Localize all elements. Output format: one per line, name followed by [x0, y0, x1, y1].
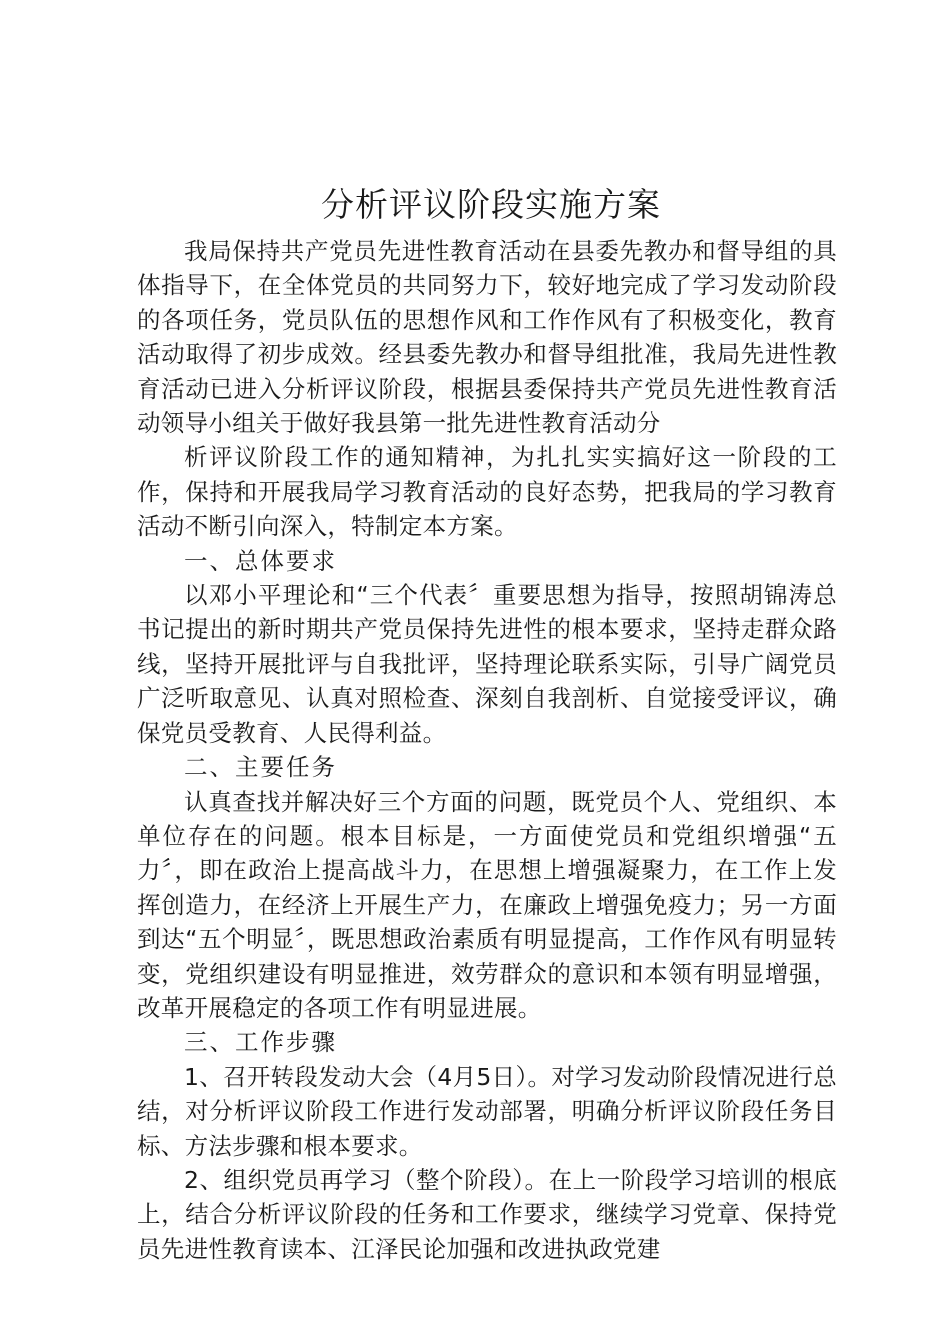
work-step-2: 2、组织党员再学习（整个阶段）。在上一阶段学习培训的根底上，结合分析评议阶段的任务和工作要求，继续学习党章、保持党员先进性教育读本、江泽民论加强和改进执政党建 — [137, 1165, 837, 1263]
document-page — [137, 180, 837, 1266]
section-heading-general-requirements: 一、总体要求 — [184, 546, 337, 575]
intro-paragraph-1: 我局保持共产党员先进性教育活动在县委先教办和督导组的具体指导下，在全体党员的共同努力下，较好地完成了学习发动阶段的各项任务，党员队伍的思想作风和工作作风有了积极变化，教育活动取得了初步成效。经县委先教办和督导组批准，我局先进性教育活动已进入分析评议阶段，根据县委保持共产党员先进性教育活动领导小组关于做好我县第一批先进性教育活动分 — [137, 237, 837, 438]
work-step-1: 1、召开转段发动大会（4月5日）。对学习发动阶段情况进行总结，对分析评议阶段工作进行发动部署，明确分析评议阶段任务目标、方法步骤和根本要求。 — [137, 1062, 837, 1160]
section-heading-work-steps: 三、工作步骤 — [184, 1028, 337, 1057]
section-body-main-tasks: 认真查找并解决好三个方面的问题，既党员个人、党组织、本单位存在的问题。根本目标是，一方面使党员和党组织增强“五力〞，即在政治上提高战斗力，在思想上增强凝聚力，在工作上发挥创造力，在经济上开展生产力，在廉政上增强免疫力；另一方面到达“五个明显〞，既思想政治素质有明显提高，工作作风有明显转变，党组织建设有明显推进，效劳群众的意识和本领有明显增强，改革开展稳定的各项工作有明显进展。 — [137, 787, 837, 1022]
document-title: 分析评议阶段实施方案 — [321, 185, 661, 224]
intro-paragraph-2: 析评议阶段工作的通知精神，为扎扎实实搞好这一阶段的工作，保持和开展我局学习教育活动的良好态势，把我局的学习教育活动不断引向深入，特制定本方案。 — [137, 443, 837, 541]
section-heading-main-tasks: 二、主要任务 — [184, 753, 337, 782]
section-body-general-requirements: 以邓小平理论和“三个代表〞重要思想为指导，按照胡锦涛总书记提出的新时期共产党员保持先进性的根本要求，坚持走群众路线，坚持开展批评与自我批评，坚持理论联系实际，引导广阔党员广泛听取意见、认真对照检查、深刻自我剖析、自觉接受评议，确保党员受教育、人民得利益。 — [137, 581, 837, 747]
